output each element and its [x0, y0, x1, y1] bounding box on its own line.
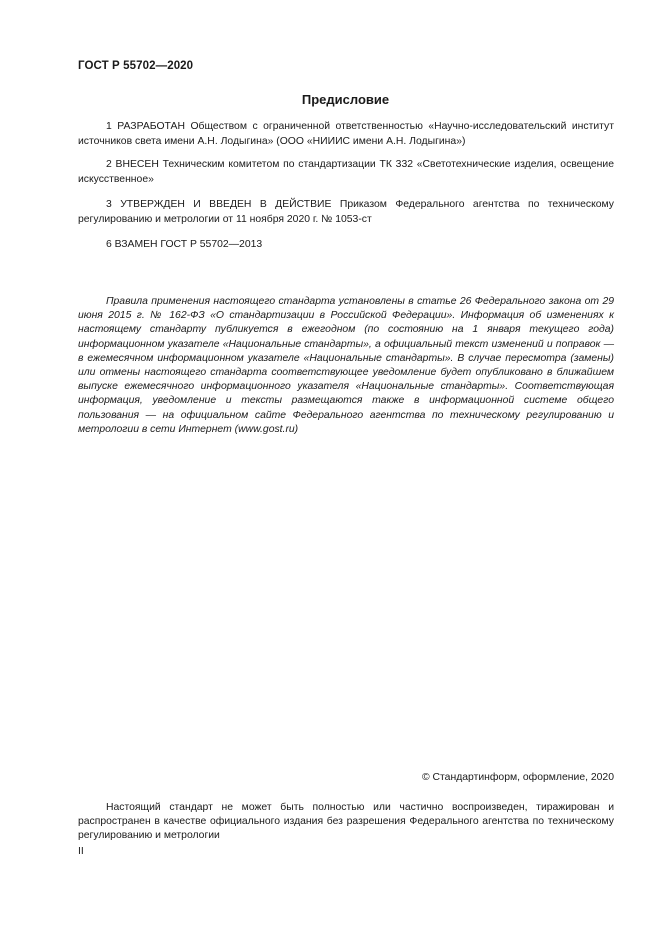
foreword-item-approved: 3 УТВЕРЖДЕН И ВВЕДЕН В ДЕЙСТВИЕ Приказом Федерального агентства по техническому регулированию и метрологии от 11 ноября 2020 г. № 1053-ст — [78, 199, 614, 226]
page-number: II — [78, 846, 84, 857]
document-id-header: ГОСТ Р 55702—2020 — [78, 60, 194, 72]
copyright-line: © Стандартинформ, оформление, 2020 — [421, 772, 614, 783]
reproduction-warning: Настоящий стандарт не может быть полностью или частично воспроизведен, тиражирован и распространен в качестве официального издания без разрешения Федерального агентства по техническому регулированию и метрологии — [78, 802, 614, 842]
foreword-item-replaces: 6 ВЗАМЕН ГОСТ Р 55702—2013 — [106, 239, 263, 250]
foreword-item-introduced: 2 ВНЕСЕН Техническим комитетом по стандартизации ТК 332 «Светотехнические изделия, освещение искусственное» — [78, 159, 614, 186]
application-rules-note: Правила применения настоящего стандарта установлены в статье 26 Федерального закона от 29 июня 2015 г. № 162-ФЗ «О стандартизации в Российской Федерации». Информация об изменениях к настоящему стандарту публикуется в ежегодном (по состоянию на 1 января текущего года) информационном указателе «Национальные стандарты», а официальный текст изменений и поправок — в ежемесячном информационном указателе «Национальные стандарты». В случае пересмотра (замены) или отмены настоящего стандарта соответствующее уведомление будет опубликовано в ближайшем выпуске ежемесячного информационного указателя «Национальные стандарты». Соответствующая информация, уведомление и тексты размещаются также в информационной системе общего пользования — на официальном сайте Федерального агентства по техническому регулированию и метрологии в сети Интернет (www.gost.ru) — [78, 296, 614, 435]
foreword-item-developed: 1 РАЗРАБОТАН Обществом с ограниченной ответственностью «Научно-исследовательский институт источников света имени А.Н. Лодыгина» (ООО «НИИИС имени А.Н. Лодыгина») — [78, 121, 614, 148]
page-title: Предисловие — [301, 92, 390, 107]
